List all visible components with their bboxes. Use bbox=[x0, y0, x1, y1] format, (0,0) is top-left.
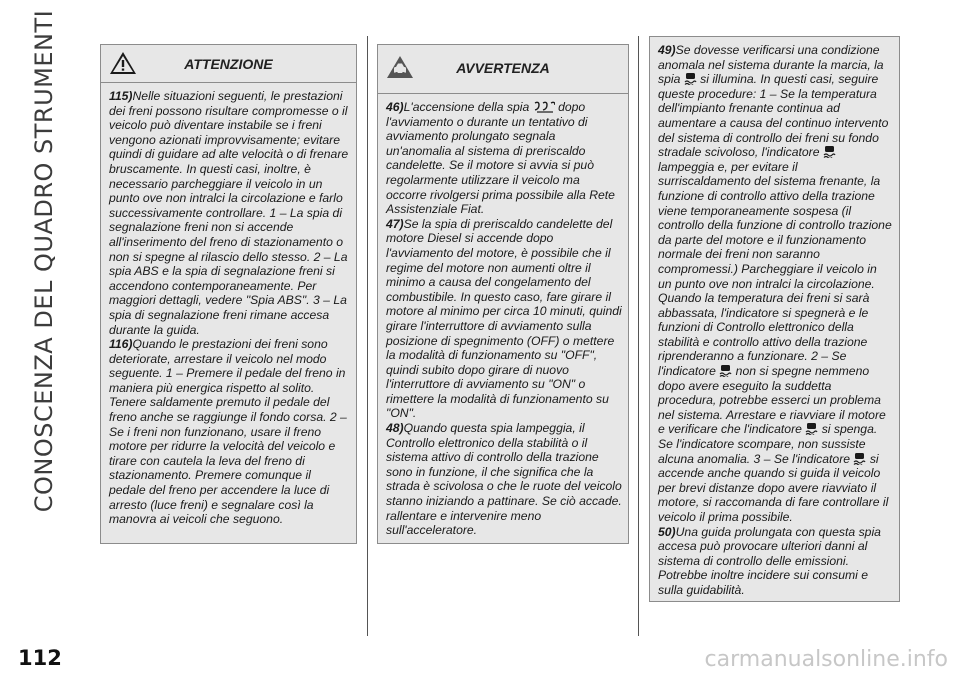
attenzione-title: ATTENZIONE bbox=[184, 56, 273, 72]
avvertenza-header bbox=[378, 45, 628, 94]
glow-plug-icon bbox=[533, 101, 555, 113]
note-46-number: 46) bbox=[386, 100, 404, 114]
note-49-text-f: si accende anche quando si guida il veicolo per brevi distanze dopo avere riavviato il motore, si raccomanda di fare controllare il veicolo il prima possibile. bbox=[658, 451, 889, 524]
attenzione-header bbox=[101, 45, 356, 83]
chapter-side-title: CONOSCENZA DEL QUADRO STRUMENTI bbox=[30, 9, 58, 513]
page-number: 112 bbox=[18, 646, 62, 670]
avvertenza-box bbox=[377, 44, 629, 544]
note-48-number: 48) bbox=[386, 421, 404, 436]
note-49 bbox=[658, 43, 893, 525]
note-50 bbox=[658, 525, 893, 598]
right-notes-body bbox=[650, 37, 899, 604]
right-notes-box bbox=[649, 36, 900, 602]
note-49-text-e: si spenga. Se l'indicatore scompare, non sussiste alcuna anomalia. 3 – Se l'indicatore bbox=[658, 422, 878, 466]
note-49-text-b: si illumina. In questi casi, seguire queste procedure: 1 – Se la temperatura dell'impianto frenante continua ad aumentare a causa del continuo intervento del sistema di controllo dei freni su fondo stradale scivoloso, l'indicatore bbox=[658, 72, 889, 160]
note-116 bbox=[109, 337, 350, 527]
note-49-text-c: lampeggia e, per evitare il surriscaldamento del sistema frenante, la funzione di controllo attivo della trazione viene temporaneamente sospesa (il controllo della funzione di controllo trazione da parte del motore e il funzionamento normale dei freni non saranno compromessi.) Parcheggiare il veicolo in un punto ove non intralci la circolazione. Quando la temperatura dei freni si sarà abbassata, l'indicatore si spegnerà e le funzioni di Controllo elettronico della stabilità e controllo attivo della trazione riprenderanno a funzionare. 2 – Se l'indicatore bbox=[658, 159, 892, 379]
avvertenza-title: AVVERTENZA bbox=[456, 60, 550, 76]
column-divider-left bbox=[367, 36, 368, 636]
note-46-text-a: L'accensione della spia bbox=[403, 100, 530, 114]
note-50-text: Una guida prolungata con questa spia accesa può provocare ulteriori danni al sistema di controllo delle emissioni. Potrebbe inoltre incidere sui consumi e sulla guidabilità. bbox=[658, 524, 881, 597]
note-116-number: 116) bbox=[109, 337, 133, 352]
note-48-text: Quando questa spia lampeggia, il Controllo elettronico della stabilità o il sistema attivo di controllo della trazione sono in funzione, il che significa che la strada è scivolosa o che le ruote del veicolo stanno iniziando a pattinare. Se ciò accade. rallentare e intervenire meno sull'acceleratore. bbox=[386, 421, 622, 538]
note-47-number: 47) bbox=[386, 216, 404, 231]
note-49-text-d: non si spegne nemmeno dopo avere eseguito la suddetta procedura, potrebbe esserci un problema nel sistema. Arrestare e riavviare il motore e verificare che l'indicatore bbox=[658, 364, 886, 437]
note-115-number: 115) bbox=[109, 89, 133, 103]
note-116-text: Quando le prestazioni dei freni sono deteriorate, arrestare il veicolo nel modo seguente. 1 – Premere il pedale del freno in maniera più energica rispetto al solito. Tenere saldamente premuto il pedale del freno anche se raggiunge il fondo corsa. 2 – Se i freni non funzionano, usare il freno motore per ridurre la velocità del veicolo e tirare con cautela la leva del freno di stazionamento. Premere comunque il pedale del freno per accendere la luce di arresto (luce freni) e segnalare così la manovra ai veicoli che seguono. bbox=[109, 337, 347, 527]
attenzione-box bbox=[100, 44, 357, 544]
note-50-number: 50) bbox=[658, 524, 676, 539]
note-49-number: 49) bbox=[658, 43, 676, 57]
stability-control-icon bbox=[719, 364, 732, 377]
attenzione-body bbox=[101, 83, 356, 533]
note-47-text: Se la spia di preriscaldo candelette del motore Diesel si accende dopo l'avviamento del motore, è possibile che il regime del motore non aumenti oltre il minimo a causa del congelamento del combustibile. In questo caso, fare girare il motore al minimo per circa 10 minuti, quindi girare l'interruttore di avviamento sulla posizione di spegnimento (OFF) o mettere la modalità di funzionamento su "OFF", quindi subito dopo girare di nuovo l'interruttore di avviamento su "ON" o rimettere la modalità di funzionamento su "ON". bbox=[386, 216, 622, 421]
column-divider-right bbox=[638, 36, 639, 636]
note-49-text-a: Se dovesse verificarsi una condizione anomala nel sistema durante la marcia, la spia bbox=[658, 43, 884, 87]
stability-control-icon bbox=[853, 452, 866, 465]
stability-control-icon bbox=[805, 422, 818, 435]
stability-control-icon bbox=[684, 72, 697, 85]
avvertenza-body bbox=[378, 94, 628, 544]
note-48 bbox=[386, 421, 622, 538]
stability-control-icon bbox=[823, 145, 836, 158]
note-46-text-b: dopo l'avviamento o durante un tentativo di avviamento prolungato segnala un'anomalia al sistema di preriscaldo candelette. Se il motore si avvia si può regolarmente utilizzare il veicolo ma occorre rivolgersi prima possibile alla Rete Assistenziale Fiat. bbox=[386, 100, 615, 217]
watermark: carmanualsonline.info bbox=[704, 647, 948, 672]
note-46 bbox=[386, 100, 622, 217]
note-115-text: Nelle situazioni seguenti, le prestazioni dei freni possono risultare compromesse o il veicolo può diventare instabile se i freni vengono azionati improvvisamente; evitare quindi di guidare ad alte velocità o di frenare bruscamente. In questi casi, inoltre, è necessario parcheggiare il veicolo in un punto ove non intralci la circolazione e farlo successivamente controllare. 1 – La spia di segnalazione freni non si accende all'inserimento del freno di stazionamento o non si spegne al rilascio dello stesso. 2 – La spia ABS e la spia di segnalazione freni si accendono contemporaneamente. Per maggiori dettagli, vedere "Spia ABS". 3 – La spia di segnalazione freni rimane accesa durante la guida. bbox=[109, 89, 349, 337]
note-115 bbox=[109, 89, 350, 337]
note-47 bbox=[386, 217, 622, 421]
